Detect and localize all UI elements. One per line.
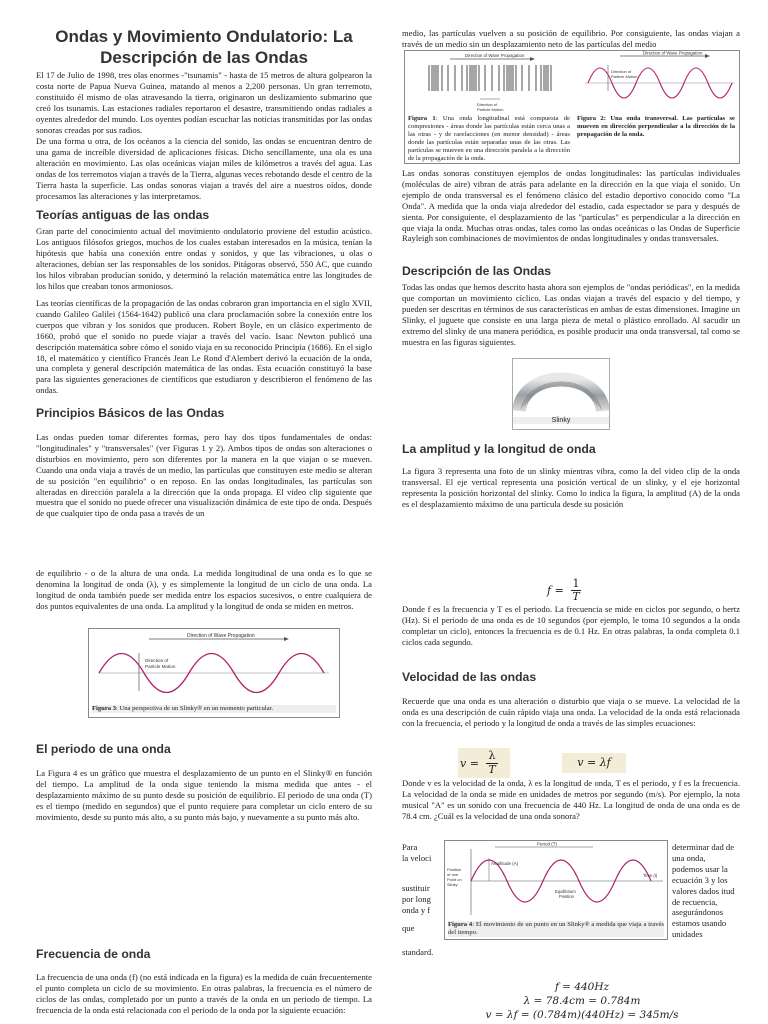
- position-label-4: Slinky: [447, 882, 458, 887]
- motion-label-1: Direction of: [145, 658, 169, 663]
- frequency-equation-lhs: f =: [547, 584, 564, 597]
- equilibrium-label-1: Equilibrium: [555, 889, 576, 894]
- frecuencia-def-paragraph: Donde f es la frecuencia y T es el periodo. La frecuencia se mide en ciclos por segundo, o hertz (Hz). Si el periodo de una onda es de 10 segundos (por ejemplo, le toma 10 segundos a la onda completar un ciclo), entonces la frecuencia es de 0.1 Hz. En otras palabras, la onda completa 0.1 ciclos cada segundo.: [402, 604, 740, 647]
- amplitud-paragraph: La figura 3 representa una foto de un slinky mientras vibra, como la del video clip de la onda transversal. El eje vertical representa una posición vertical de un slinky, y el eje horizontal representa la posición horizontal del slinky. Como lo indica la figura, la amplitud (A) de la onda es el desplazamiento máximo de una partícula desde su posición: [402, 466, 740, 509]
- figure-2-caption-label: Figura 2: [577, 115, 604, 122]
- fig1-motion-label-2: Particle Motion: [477, 107, 504, 112]
- amplitud-continuation: de equilibrio - o de la altura de una onda. La medida longitudinal de una onda es lo que se denomina la longitud de onda (λ), y es simplemente la longitud de un ciclo de una onda. La longitud de onda también puede ser medida entre los espacios sucesivos, o entre cualquiera de dos puntos equivalentes de una onda. La amplitud y la longitud de onda se miden en metros.: [36, 568, 372, 611]
- teorias-paragraph-1: Gran parte del conocimiento actual del movimiento ondulatorio proviene del estudio acústico. Los antiguos filósofos griegos, muchos de los cuales estaban interesados en la música, tenían la hipótesis que había una conexión entre ondas y sonidos, y que las vibraciones, u olas o alteraciones, debían ser las responsables de los sonidos. Pitágoras observó, 550 AC, que cuando los hilos vibraban producían sonido, y determinó la relación matemática entre las longitudes de los hilos que creaban tonos armoniosos.: [36, 226, 372, 291]
- figure-3: [88, 628, 340, 718]
- para-fragment-6: que: [402, 923, 415, 933]
- slinky-illustration: [513, 359, 609, 417]
- position-label-3: Point on: [447, 877, 462, 882]
- propagation-arrowhead: [284, 637, 289, 641]
- calculation-block: [462, 980, 702, 1022]
- title-line-2: Descripción de las Ondas: [100, 48, 308, 67]
- page-title: [36, 26, 372, 68]
- fig1-motion-label-1: Direction of: [477, 102, 498, 107]
- figure-2-caption: [577, 115, 735, 139]
- fig1-propagation-label: Direction of Wave Propagation: [465, 53, 525, 58]
- motion-label-2: Particle Motion: [145, 664, 176, 669]
- heading-principios: Principios Básicos de las Ondas: [36, 406, 225, 420]
- velocity-equation-2: v = λf: [562, 753, 626, 773]
- calculation-line-3: v = λf = (0.784m)(440Hz) = 345m/s: [485, 1009, 679, 1021]
- figure-1-caption-label: Figura 1: [408, 115, 436, 122]
- principios-paragraph-1: Las ondas pueden tomar diferentes formas, pero hay dos tipos fundamentales de ondas: "longitudinales" y "transversales" (ver Figuras 1 y 2). Ambos tipos de ondas son alteraciones o disturbios en movimiento, pero son diferentes por la manera en la que viajan o se mueven. Cuando una onda viaja a través de un medio, las partículas que constituyen este medio se alteran de su posición "en equilibrio" o en reposo. En las ondas longitudinales, las partículas son alteradas en dirección paralela a la dirección que la onda propaga. El video clip siguiente que muestra que el sonido no puede ofrecer una visualización dinámica de este tipo de onda. Después de que cualquier tipo de onda pasa a través de un: [36, 432, 372, 519]
- para-fragment-3: sustituir: [402, 883, 430, 893]
- intro-paragraph-2: De una forma u otra, de los océanos a la ciencia del sonido, las ondas se encuentran dentro de una gama de increíble diversidad de aplicaciones físicas. Dicho sencillamente, una ola es una alteración en movimiento. Las olas oceánicas viajan miles de kilómetros a través del agua. Las ondas de los terremotos viajan a través de la Tierra, algunas veces rebotando desde el centro de la Tierra hasta la superficie. Las ondas sonoras viajan a través del aire a nuestros oídos, donde procesamos las alteraciones y las interpretamos.: [36, 136, 372, 201]
- velocidad-paragraph: Recuerde que una onda es una alteración o disturbio que viaja o se mueve. La velocidad de la onda es una descripción de cuán rápido viaja una onda. La velocidad de la onda está relacionada con la frecuencia, el periodo y la longitud de onda a través de las simples ecuaciones:: [402, 696, 740, 728]
- velocity-equation-1-denominator: T: [488, 763, 496, 776]
- frequency-equation-denominator: T: [572, 590, 580, 603]
- para-fragments-top: [402, 842, 442, 864]
- time-label: Time (t): [643, 873, 658, 878]
- figure-1-caption: [408, 115, 570, 163]
- para-fragment-7: standard.: [402, 947, 434, 957]
- periodo-paragraph: La Figura 4 es un gráfico que muestra el desplazamiento de un punto en el Slinky® en función del tiempo. La amplitud de la onda sigue teniendo la misma medida que antes - el desplazamiento máximo de su punto desde su posición de equilibrio. El periodo de una onda (T) es el tiempo (medido en segundos) que el punto requiere para completar un ciclo entero de su movimiento, desde su punto más alto, a su punto más bajo, y nuevamente a su punto más alto.: [36, 768, 372, 822]
- velocity-equation-1-lhs: v =: [460, 757, 479, 770]
- frecuencia-paragraph: La frecuencia de una onda (f) (no está indicada en la figura) es la medida de cuán frecuentemente el punto completa un ciclo de su movimiento. En otras palabras, la frecuencia es el número de ciclos de las ondas, completado por un punto a través de la onda en un periodo de tiempo. La frecuencia de la onda está relacionada con el periodo de la onda por la siguiente ecuación:: [36, 972, 372, 1015]
- heading-periodo: El periodo de una onda: [36, 742, 171, 756]
- fig1-arrowhead: [530, 57, 535, 61]
- slinky-image: [512, 358, 610, 430]
- period-label: Period (T): [537, 841, 558, 847]
- donde-paragraph: Donde v es la velocidad de la onda, λ es la longitud de onda, T es el periodo, y f es la frecuencia. La velocidad de la onda se mide en unidades de metros por segundo (m/s). Por ejemplo, la nota musical "A" es un sonido con una frecuencia de 440 Hz. La longitud de onda de una onda es de 78.4 cm. ¿Cuál es la velocidad de una onda sonora?: [402, 778, 740, 821]
- frequency-equation-numerator: 1: [572, 577, 580, 590]
- fig2-arrowhead: [705, 54, 710, 58]
- figure-2-caption-text: : Una onda transversal. Las partículas se mueven en dirección perpendicular a la dirección de la propagación de la onda.: [577, 115, 735, 138]
- para-fragment-1: Para: [402, 842, 418, 852]
- fig2-motion-label-2: Particle Motion: [611, 74, 638, 79]
- amplitude-label: Amplitude (A): [491, 861, 519, 866]
- figure-4: [444, 840, 668, 940]
- figure-4-caption-label: Figura 4: [448, 921, 473, 928]
- para-fragments-middle: [402, 883, 442, 916]
- figure-4-wave-graph: [445, 841, 667, 919]
- para-fragment-5: onda y f: [402, 904, 431, 915]
- heading-frecuencia: Frecuencia de onda: [36, 947, 151, 961]
- para-fragment-4: por long: [402, 893, 431, 904]
- heading-descripcion: Descripción de las Ondas: [402, 264, 552, 278]
- figure-3-caption-label: Figura 3: [92, 705, 116, 712]
- fig1-compressions: [429, 65, 551, 91]
- heading-velocidad: Velocidad de las ondas: [402, 670, 537, 684]
- figure-3-wave-diagram: [89, 629, 339, 703]
- calculation-line-1: f = 440Hz: [554, 981, 610, 993]
- para-fragment-2: la veloci: [402, 852, 432, 863]
- right-top-paragraph: medio, las partículas vuelven a su posición de equilibrio. Por consiguiente, las ondas viajan a través de un medio sin un desplazamiento neto de las partículas del medio: [402, 28, 740, 49]
- position-label-2: of one: [447, 872, 459, 877]
- propagation-label: Direction of Wave Propagation: [187, 633, 255, 639]
- figures-1-2-diagrams: [405, 51, 739, 115]
- figure-4-caption: [448, 921, 664, 937]
- position-label-1: Position: [447, 867, 462, 872]
- right-fragment-text: determinar dad de una onda, podemos usar la ecuación 3 y los valores dados itud de recuencia, asegurándonos estamos usando unidades: [672, 842, 735, 940]
- velocity-equation-1-numerator: λ: [488, 749, 496, 762]
- slinky-caption: Slinky: [513, 417, 609, 424]
- title-line-1: Ondas y Movimiento Ondulatorio: La: [55, 27, 353, 46]
- intro-paragraph-1: El 17 de Julio de 1998, tres olas enormes -"tsunamis" - hasta de 15 metros de altura golpearon la costa norte de Papua Nueva Guinea, matando al menos a 2,200 personas. Un gran terremoto, constituido él mismo de olas atravesando la tierra, originaron un deslizamiento submarino que creó los tsunamis. Las estaciones radiales reportaron el desastre, transmitiendo ondas radiales a oyentes alrededor del mundo. Los oyentes podían escuchar las noticias transmitidas por las ondas sonoras creadas por sus radios.: [36, 70, 372, 135]
- figures-1-2: [404, 50, 740, 164]
- fig2-propagation-label: Direction of Wave Propagation: [643, 51, 703, 56]
- heading-amplitud: La amplitud y la longitud de onda: [402, 442, 596, 456]
- ondas-sonoras-paragraph: Las ondas sonoras constituyen ejemplos de ondas longitudinales: las partículas individuales (moléculas de aire) vibran de atrás para adelante en la dirección en la que viaja el sonido. Un ejemplo de onda transversal es el fenómeno clásico del estadio deportivo conocido como "La Onda". A medida que la onda viaja alrededor del estadio, cada espectador se para y después de sienta. Por consiguiente, el desplazamiento de las "partículas" es perpendicular a la dirección en que viaja la onda. Muchas otras ondas, tales como las ondas oceánicas o las Ondas de Superficie Rayleigh son combinaciones de movimientos de ondas longitudinales y ondas transversales.: [402, 168, 740, 244]
- heading-teorias: Teorías antiguas de las ondas: [36, 208, 210, 222]
- figure-1-caption-text: : Una onda longitudinal está compuesta de compresiones - áreas donde las partículas están cerca unas a las otras - y de rarefacciones (en menor densidad) - áreas donde las partículas están separadas unas de las otras. Las partículas se mueven en una dirección paralela a la dirección de la propagación de la onda.: [408, 115, 570, 162]
- teorias-paragraph-2: Las teorías científicas de la propagación de las ondas cobraron gran importancia en el siglo XVII, cuando Galileo Galilei (1564-1642) publicó una clara proclamación sobre la conexión entre los cuerpos que vibran y los sonidos que producen. Robert Boyle, en un clásico experimento de 1660, probó que el sonido no puede viajar a través del vacío. Isaac Newton publicó una descripción matemática sobre cómo el sonido viaja en su reconocido Principia (1686). En el siglo 18, el matemático y científico Francés Jean Le Rond d'Alembert derivó la ecuación de la onda, una completa y general descripción matemática de las ondas. Esta ecuación constituyó la base para las siguientes generaciones de científicos que estudiaron y describieron el fenómeno de las ondas.: [36, 298, 372, 396]
- figure-3-caption-text: : Una perspectiva de un Slinky® en un momento particular.: [116, 705, 273, 712]
- figure-4-caption-text: : El movimiento de un punto en un Slinky® a medida que viaja a través del tiempo.: [448, 921, 664, 936]
- velocity-equation-1: [458, 748, 510, 778]
- equilibrium-label-2: Position: [559, 894, 574, 899]
- frequency-equation: [547, 578, 607, 602]
- descripcion-paragraph: Todas las ondas que hemos descrito hasta ahora son ejemplos de "ondas periódicas", en la medida que comportan un movimiento cíclico. Las ondas viajan a través del espacio y del tiempo, y pueden ser descritas en términos de sus características en ambas de estas dimensiones. Imagine un Slinky, el juguete que consiste en una larga pieza de metal o plástico enrollado. Al sacudir un extremo del slinky de una manera periódica, es posible producir una onda transversal, tal como se muestra en las figuras siguientes.: [402, 282, 740, 347]
- figure-3-caption: [92, 705, 336, 713]
- calculation-line-2: λ = 78.4cm = 0.784m: [523, 995, 641, 1007]
- fig2-motion-label-1: Direction of: [611, 69, 632, 74]
